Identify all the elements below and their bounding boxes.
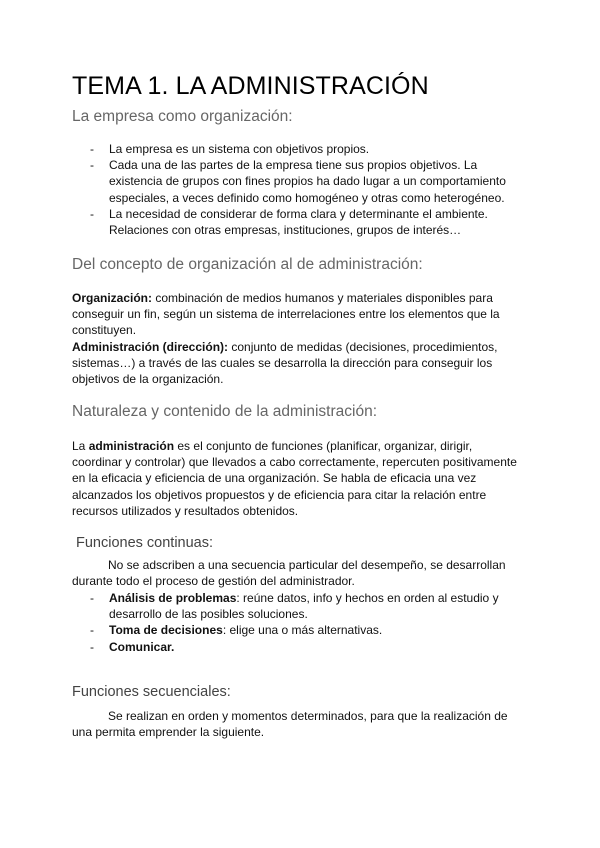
page-title: TEMA 1. LA ADMINISTRACIÓN — [72, 72, 429, 100]
organizacion-definition: Organización: combinación de medios humanos y materiales disponibles para — [72, 291, 493, 305]
heading-concepto-organizacion: Del concepto de organización al de administración: — [72, 256, 423, 273]
list-item: - Toma de decisiones: elige una o más alternativas. — [90, 622, 499, 638]
definitions-block: Organización: combinación de medios humanos y materiales disponibles para conseguir un fin, según un sistema de interrelaciones entre los elementos que la constituyen. Administración (dirección): conjunto de medidas (decisiones, procedimientos, sistemas…) a través de las cuales se desarrolla la dirección para conseguir los objetivos de la organización. — [72, 291, 500, 387]
heading-empresa-organizacion: La empresa como organización: — [72, 108, 293, 125]
heading-funciones-continuas: Funciones continuas: — [76, 535, 214, 551]
list-item: - Cada una de las partes de la empresa tiene sus propios objetivos. La existencia de grupos con fines propios ha dado lugar a un comportamiento especiales, a veces definido como homogéneo y otras como heterogéneo. — [90, 157, 506, 206]
heading-naturaleza-contenido: Naturaleza y contenido de la administración: — [72, 403, 378, 420]
list-item: - Análisis de problemas: reúne datos, info y hechos en orden al estudio y desarrollo de las posibles soluciones. — [90, 590, 499, 622]
empresa-bullet-list — [90, 141, 506, 238]
administracion-definition: Administración (dirección): conjunto de medidas (decisiones, procedimientos, — [72, 339, 498, 354]
administracion-paragraph: La administración es el conjunto de funciones (planificar, organizar, dirigir, coordinar y controlar) que llevados a cabo correctamente, repercuten positivamente en la eficacia y eficiencia de una organización. Se habla de eficacia una vez alcanzados los objetivos propuestos y de eficiencia para citar la relación entre recursos utilizados y resultados obtenidos. — [72, 439, 517, 518]
funciones-secuenciales-paragraph: Se realizan en orden y momentos determinados, para que la realización de una permita emprender la siguiente. — [72, 709, 508, 740]
list-item: - Comunicar. — [90, 639, 499, 655]
funciones-continuas-intro: No se adscriben a una secuencia particular del desempeño, se desarrollan durante todo el proceso de gestión del administrador. — [72, 558, 506, 589]
list-item: - La necesidad de considerar de forma clara y determinante el ambiente. Relaciones con otras empresas, instituciones, grupos de interés… — [90, 206, 506, 238]
list-item: - La empresa es un sistema con objetivos propios. — [90, 141, 506, 157]
funciones-continuas-list — [90, 590, 499, 655]
heading-funciones-secuenciales: Funciones secuenciales: — [72, 684, 231, 700]
